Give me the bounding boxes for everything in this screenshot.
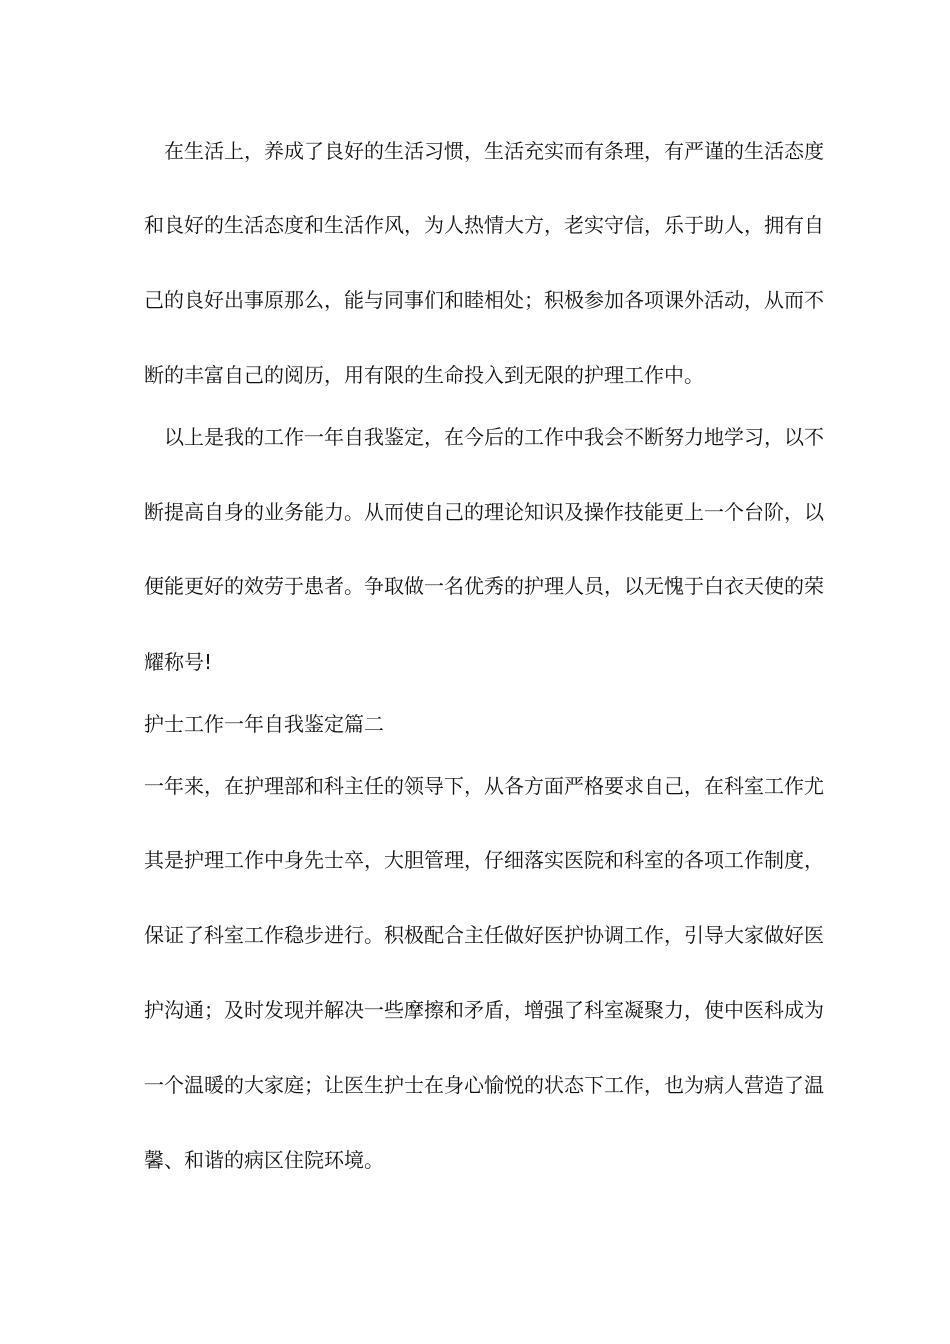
- paragraph-line: 其是护理工作中身先士卒，大胆管理，仔细落实医院和科室的各项工作制度，: [144, 848, 824, 872]
- paragraph-line: 以上是我的工作一年自我鉴定，在今后的工作中我会不断努力地学习，以不: [144, 425, 824, 449]
- paragraph-line: 耀称号!: [144, 650, 213, 674]
- section-heading: 护士工作一年自我鉴定篇二: [144, 712, 384, 736]
- paragraph-line: 一个温暖的大家庭；让医生护士在身心愉悦的状态下工作，也为病人营造了温: [144, 1073, 824, 1097]
- paragraph-line: 便能更好的效劳于患者。争取做一名优秀的护理人员，以无愧于白衣天使的荣: [144, 574, 824, 598]
- paragraph-line: 断的丰富自己的阅历，用有限的生命投入到无限的护理工作中。: [144, 363, 704, 387]
- paragraph-line: 己的良好出事原那么，能与同事们和睦相处；积极参加各项课外活动，从而不: [144, 288, 824, 312]
- paragraph-line: 断提高自身的业务能力。从而使自己的理论知识及操作技能更上一个台阶，以: [144, 500, 824, 524]
- paragraph-line: 一年来，在护理部和科主任的领导下，从各方面严格要求自己，在科室工作尤: [144, 774, 824, 798]
- paragraph-line: 护沟通；及时发现并解决一些摩擦和矛盾，增强了科室凝聚力，使中医科成为: [144, 998, 824, 1022]
- paragraph-line: 保证了科室工作稳步进行。积极配合主任做好医护协调工作，引导大家做好医: [144, 923, 824, 947]
- paragraph-line: 在生活上，养成了良好的生活习惯，生活充实而有条理，有严谨的生活态度: [144, 139, 824, 163]
- paragraph-line: 和良好的生活态度和生活作风，为人热情大方，老实守信，乐于助人，拥有自: [144, 213, 824, 237]
- paragraph-line: 馨、和谐的病区住院环境。: [144, 1148, 384, 1172]
